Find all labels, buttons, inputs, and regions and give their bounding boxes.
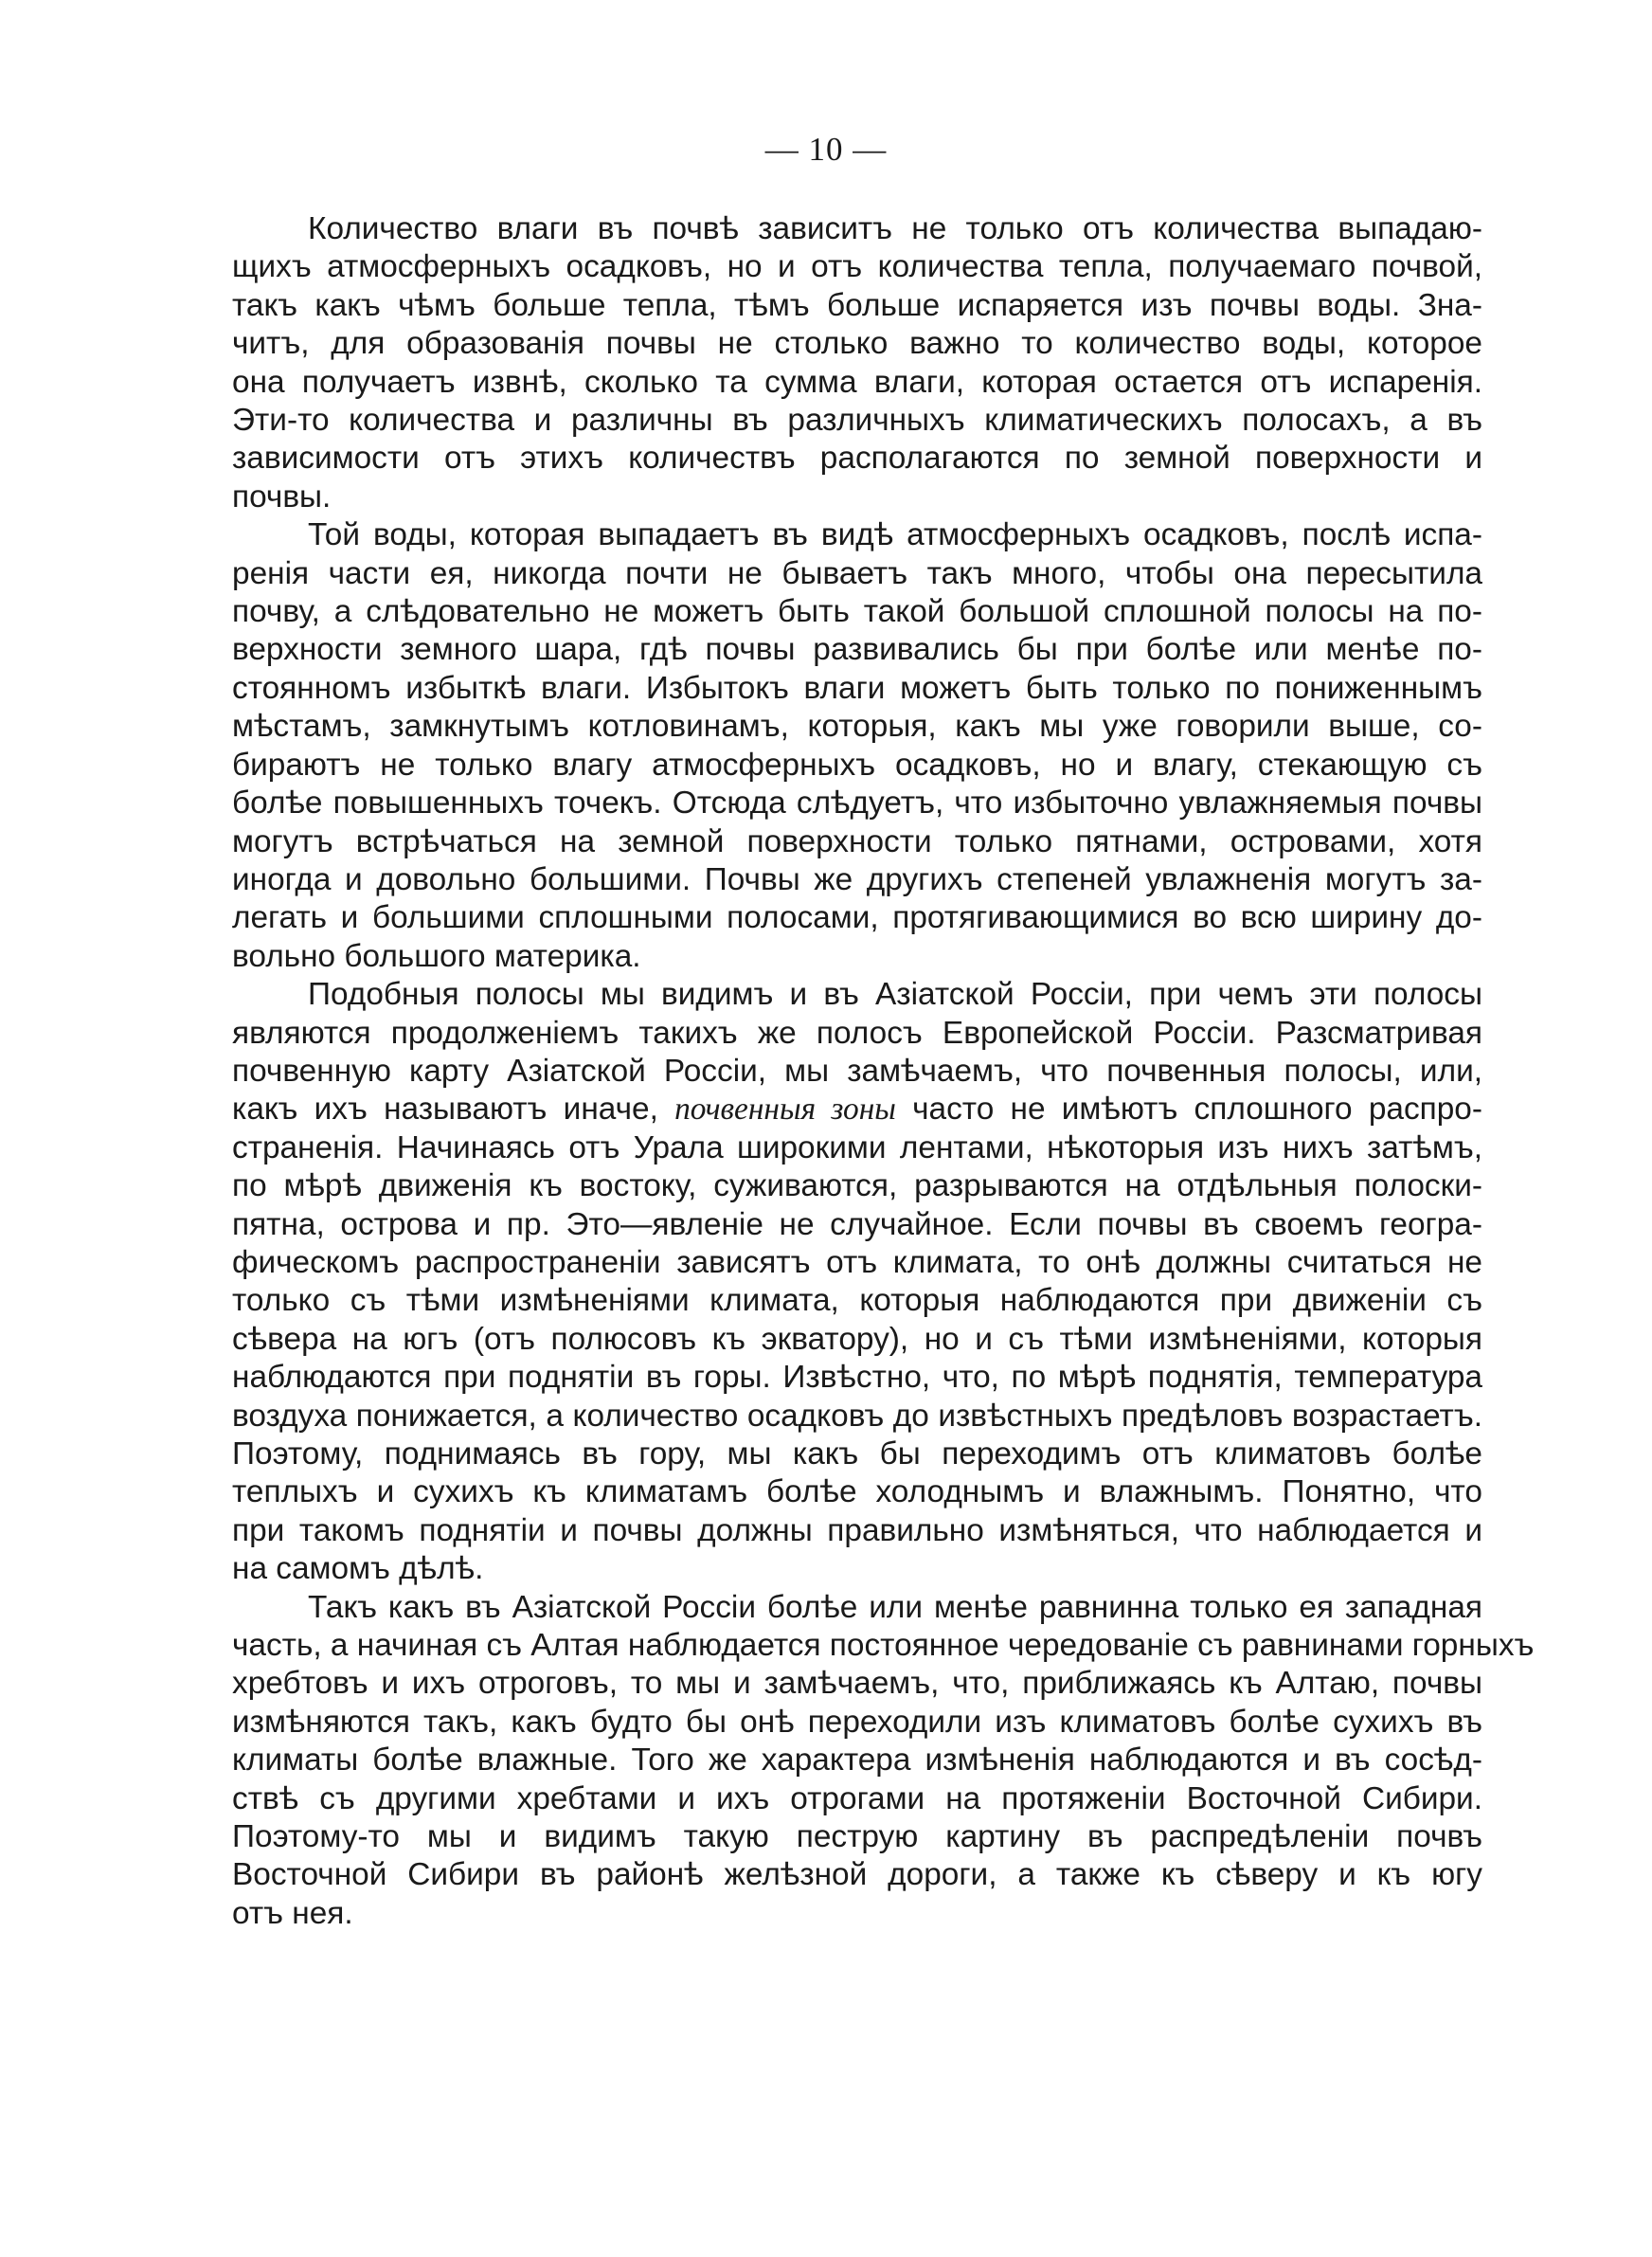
text-line: Той воды, которая выпадаетъ въ видѣ атмосферныхъ осадковъ, послѣ испа- [308,517,1482,553]
paragraph-3 [232,976,1482,1589]
paragraph-4 [232,1589,1535,1934]
text-line: Эти-то количества и различны въ различныхъ климатическихъ полосахъ, а въ [232,403,1482,439]
text-line: такъ какъ чѣмъ больше тепла, тѣмъ больше испаряется изъ почвы воды. Зна- [232,287,1482,323]
text-line: почвы. [232,478,332,515]
text-line: читъ, для образованія почвы не столько важно то количество воды, которое [232,326,1482,362]
text-line: почвенную карту Азіатской Россіи, мы замѣчаемъ, что почвенныя полосы, или, [232,1053,1482,1089]
text-line: Количество влаги въ почвѣ зависитъ не только отъ количества выпадаю- [308,211,1482,246]
text-line: сѣвера на югъ (отъ полюсовъ къ экватору), но и съ тѣми измѣненіями, которыя [232,1321,1482,1357]
text-line: Восточной Сибири въ районѣ желѣзной дороги, а также къ сѣверу и къ югу [232,1857,1482,1893]
text-segment: часто не имѣютъ сплошного распро- [895,1092,1482,1128]
text-line: на самомъ дѣлѣ. [232,1551,484,1587]
text-line: при такомъ поднятіи и почвы должны правильно измѣняться, что наблюдается и [232,1512,1482,1548]
text-line: зависимости отъ этихъ количествъ располагаются по земной поверхности и [232,441,1482,477]
text-line: мѣстамъ, замкнутымъ котловинамъ, которыя, какъ мы уже говорили выше, со- [232,709,1482,745]
text-line: Подобныя полосы мы видимъ и въ Азіатской Россіи, при чемъ эти полосы [308,977,1482,1013]
text-line: ренія части ея, никогда почти не бываетъ такъ много, чтобы она пересытила [232,555,1482,591]
text-line: климаты болѣе влажные. Того же характера измѣненія наблюдаются и въ сосѣд- [232,1742,1482,1779]
text-line: болѣе повышенныхъ точекъ. Отсюда слѣдуетъ, что избыточно увлажняемыя почвы [232,785,1482,822]
text-line: вольно большого материка. [232,938,641,974]
text-line-with-italic [232,1091,1482,1128]
text-line: щихъ атмосферныхъ осадковъ, но и отъ количества тепла, получаемаго почвой, [232,249,1482,285]
text-line: наблюдаются при поднятіи въ горы. Извѣстно, что, по мѣрѣ поднятія, температура [232,1360,1482,1396]
text-line: пятна, острова и пр. Это—явленіе не случайное. Если почвы въ своемъ геогра- [232,1206,1482,1242]
text-line: легать и большими сплошными полосами, протягивающимися во всю ширину до- [232,900,1482,936]
text-line: верхности земного шара, гдѣ почвы развивались бы при болѣе или менѣе по- [232,632,1482,668]
text-line: бираютъ не только влагу атмосферныхъ осадковъ, но и влагу, стекающую съ [232,747,1482,783]
page-number: — 10 — [764,131,888,168]
text-segment: какъ ихъ называютъ иначе, [232,1092,675,1128]
text-line: измѣняются такъ, какъ будто бы онѣ переходили изъ климатовъ болѣе сухихъ въ [232,1704,1482,1740]
text-line: она получаетъ извнѣ, сколько та сумма влаги, которая остается отъ испаренія. [232,364,1482,400]
paragraph-2 [232,516,1482,976]
text-line: Такъ какъ въ Азіатской Россіи болѣе или менѣе равнинна только ея западная [308,1589,1482,1625]
text-line: страненія. Начинаясь отъ Урала широкими лентами, нѣкоторыя изъ нихъ затѣмъ, [232,1129,1482,1165]
text-line: ствѣ съ другими хребтами и ихъ отрогами на протяженіи Восточной Сибири. [232,1780,1482,1816]
text-line: стоянномъ избыткѣ влаги. Избытокъ влаги можетъ быть только по пониженнымъ [232,670,1482,706]
body-text [232,210,1535,1933]
text-line: фическомъ распространеніи зависятъ отъ климата, то онѣ должны считаться не [232,1244,1482,1280]
text-line: часть, а начиная съ Алтая наблюдается постоянное чередованіе съ равнинами горныхъ [232,1628,1535,1664]
text-line: Поэтому, поднимаясь въ гору, мы какъ бы переходимъ отъ климатовъ болѣе [232,1436,1482,1472]
text-line: являются продолженіемъ такихъ же полосъ Европейской Россіи. Разсматривая [232,1015,1482,1051]
paragraph-1 [232,210,1482,516]
text-line: по мѣрѣ движенія къ востоку, суживаются, разрываются на отдѣльныя полоски- [232,1168,1482,1204]
text-line: воздуха понижается, а количество осадковъ до извѣстныхъ предѣловъ возрастаетъ. [232,1398,1482,1434]
text-line: Поэтому-то мы и видимъ такую пеструю картину въ распредѣленіи почвъ [232,1819,1482,1855]
text-line: могутъ встрѣчаться на земной поверхности только пятнами, островами, хотя [232,823,1482,859]
text-line: только съ тѣми измѣненіями климата, которыя наблюдаются при движеніи съ [232,1283,1482,1319]
text-line: иногда и довольно большими. Почвы же другихъ степеней увлажненія могутъ за- [232,861,1482,897]
text-line: теплыхъ и сухихъ къ климатамъ болѣе холоднымъ и влажнымъ. Понятно, что [232,1474,1482,1510]
italic-term: почвенныя зоны [674,1092,896,1128]
text-line: отъ нея. [232,1895,353,1931]
text-line: почву, а слѣдовательно не можетъ быть такой большой сплошной полосы на по- [232,594,1482,630]
text-line: хребтовъ и ихъ отроговъ, то мы и замѣчаемъ, что, приближаясь къ Алтаю, почвы [232,1666,1482,1702]
